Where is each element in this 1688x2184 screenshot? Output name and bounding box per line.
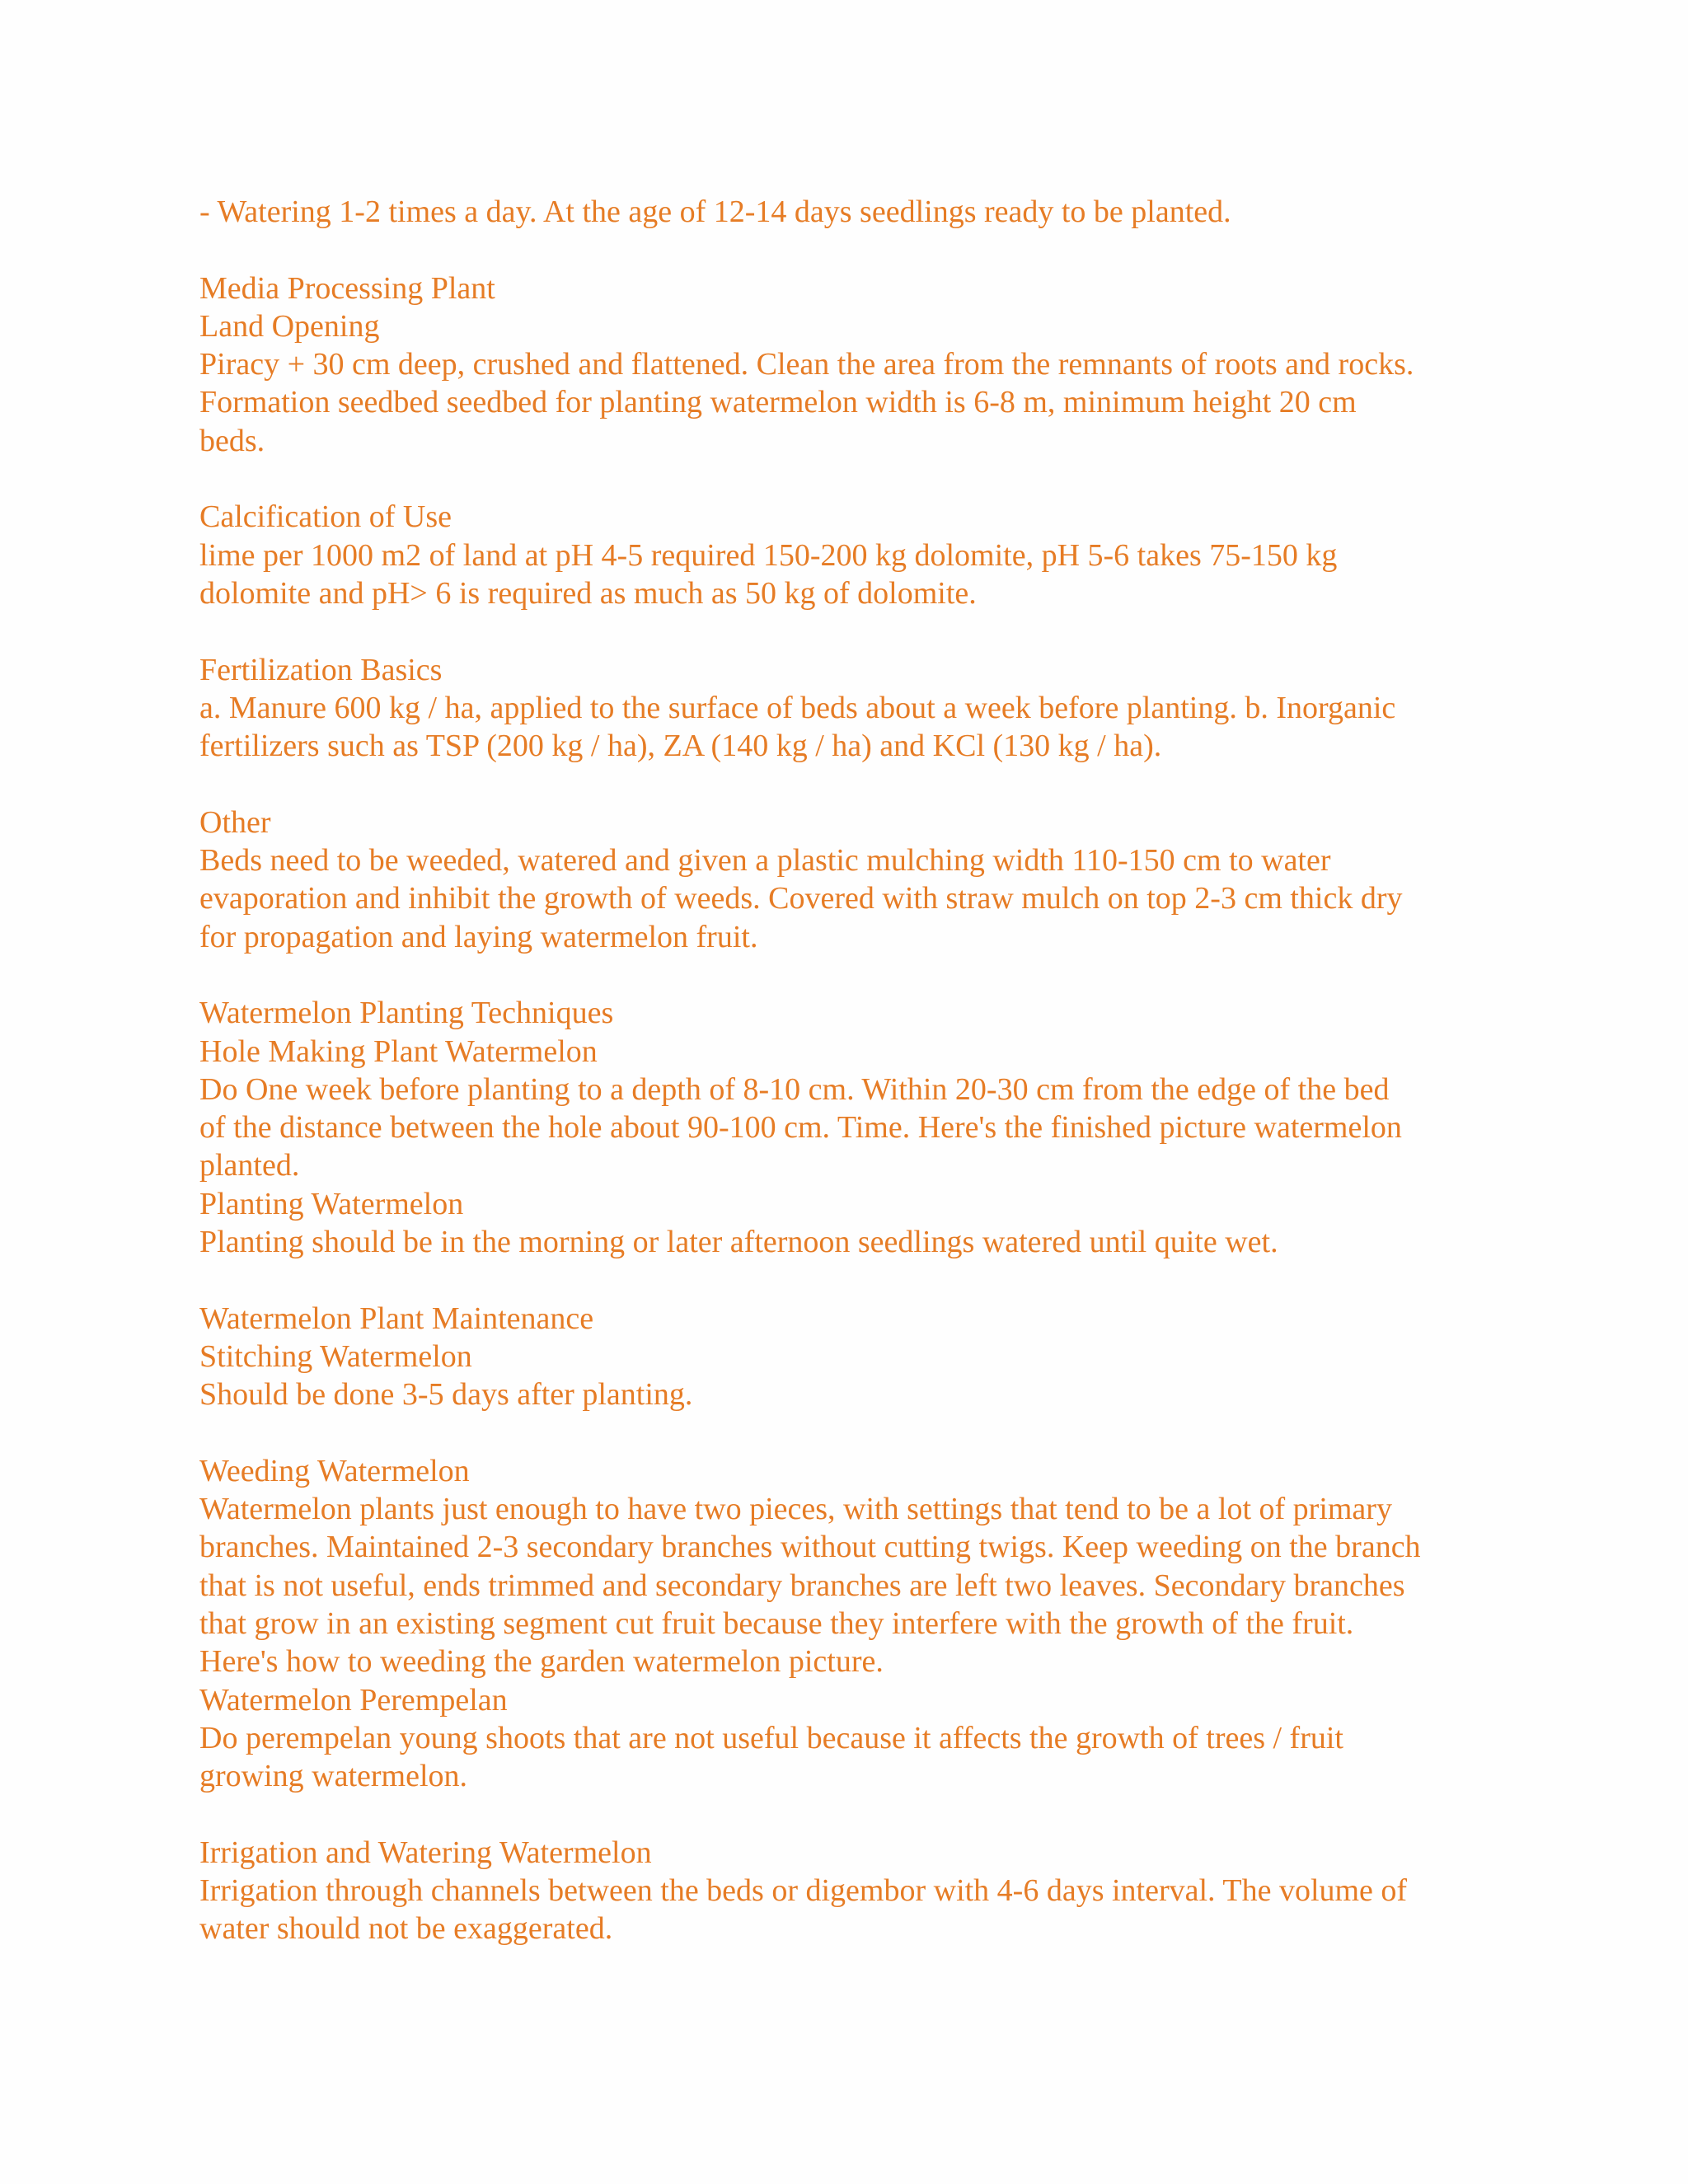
paragraph-gap — [199, 1414, 1502, 1452]
paragraph-line: a. Manure 600 kg / ha, applied to the surface of beds about a week before planting. b. Inorganic — [199, 690, 1396, 725]
section-heading-fertilization: Fertilization Basics — [199, 652, 443, 687]
paragraph-line: beds. — [199, 423, 265, 458]
intro-text: - Watering 1-2 times a day. At the age of 12-14 days seedlings ready to be planted. — [199, 194, 1231, 229]
paragraph-line: Do One week before planting to a depth of 8-10 cm. Within 20-30 cm from the edge of the bed — [199, 1071, 1390, 1107]
paragraph-gap — [199, 1795, 1502, 1833]
section-heading-weeding: Weeding Watermelon — [199, 1453, 470, 1488]
section-heading-calcification: Calcification of Use — [199, 499, 452, 535]
paragraph-line: Planting should be in the morning or later afternoon seedlings watered until quite wet. — [199, 1225, 1278, 1260]
paragraph-line: planted. — [199, 1148, 300, 1183]
section-heading-irrigation: Irrigation and Watering Watermelon — [199, 1835, 652, 1870]
paragraph-line: that grow in an existing segment cut fruit because they interfere with the growth of the fruit. — [199, 1605, 1354, 1641]
section-heading-planting-techniques: Watermelon Planting Techniques — [199, 996, 614, 1031]
paragraph-line: evaporation and inhibit the growth of weeds. Covered with straw mulch on top 2-3 cm thick dry — [199, 881, 1403, 916]
subheading-land-opening: Land Opening — [199, 308, 380, 344]
paragraph-gap — [199, 460, 1502, 498]
subheading-stitching: Stitching Watermelon — [199, 1338, 472, 1374]
paragraph-gap — [199, 231, 1502, 269]
paragraph-gap — [199, 1261, 1502, 1299]
paragraph-line: Formation seedbed seedbed for planting watermelon width is 6-8 m, minimum height 20 cm — [199, 385, 1357, 420]
section-heading-other: Other — [199, 804, 271, 840]
paragraph-gap — [199, 612, 1502, 650]
paragraph-line: of the distance between the hole about 90-100 cm. Time. Here's the finished picture watermelon — [199, 1110, 1402, 1146]
paragraph-line: Watermelon plants just enough to have two pieces, with settings that tend to be a lot of primary — [199, 1492, 1392, 1527]
paragraph-line: dolomite and pH> 6 is required as much as 50 kg of dolomite. — [199, 575, 977, 611]
paragraph-line: Beds need to be weeded, watered and given a plastic mulching width 110-150 cm to water — [199, 843, 1331, 879]
paragraph-line: Should be done 3-5 days after planting. — [199, 1377, 693, 1413]
paragraph-line: Piracy + 30 cm deep, crushed and flattened. Clean the area from the remnants of roots and rocks. — [199, 347, 1414, 382]
section-heading-media-processing: Media Processing Plant — [199, 270, 495, 306]
subheading-hole-making: Hole Making Plant Watermelon — [199, 1033, 598, 1069]
paragraph-line: that is not useful, ends trimmed and secondary branches are left two leaves. Secondary branches — [199, 1568, 1405, 1603]
section-heading-maintenance: Watermelon Plant Maintenance — [199, 1301, 594, 1336]
paragraph-line: branches. Maintained 2-3 secondary branches without cutting twigs. Keep weeding on the branch — [199, 1530, 1421, 1565]
document-body — [199, 193, 1502, 1948]
subheading-planting-watermelon: Planting Watermelon — [199, 1186, 464, 1221]
paragraph-line: lime per 1000 m2 of land at pH 4-5 required 150-200 kg dolomite, pH 5-6 takes 75-150 kg — [199, 537, 1338, 573]
subheading-perempelan: Watermelon Perempelan — [199, 1682, 508, 1718]
paragraph-gap — [199, 765, 1502, 803]
paragraph-gap — [199, 956, 1502, 994]
paragraph-line: Irrigation through channels between the beds or digembor with 4-6 days interval. The volume of — [199, 1873, 1408, 1909]
paragraph-line: Do perempelan young shoots that are not useful because it affects the growth of trees / fruit — [199, 1720, 1343, 1755]
paragraph-line: water should not be exaggerated. — [199, 1911, 613, 1947]
paragraph-line: fertilizers such as TSP (200 kg / ha), ZA (140 kg / ha) and KCl (130 kg / ha). — [199, 729, 1162, 764]
paragraph-line: Here's how to weeding the garden watermelon picture. — [199, 1644, 884, 1680]
paragraph-line: for propagation and laying watermelon fruit. — [199, 919, 758, 954]
paragraph-line: growing watermelon. — [199, 1759, 468, 1794]
